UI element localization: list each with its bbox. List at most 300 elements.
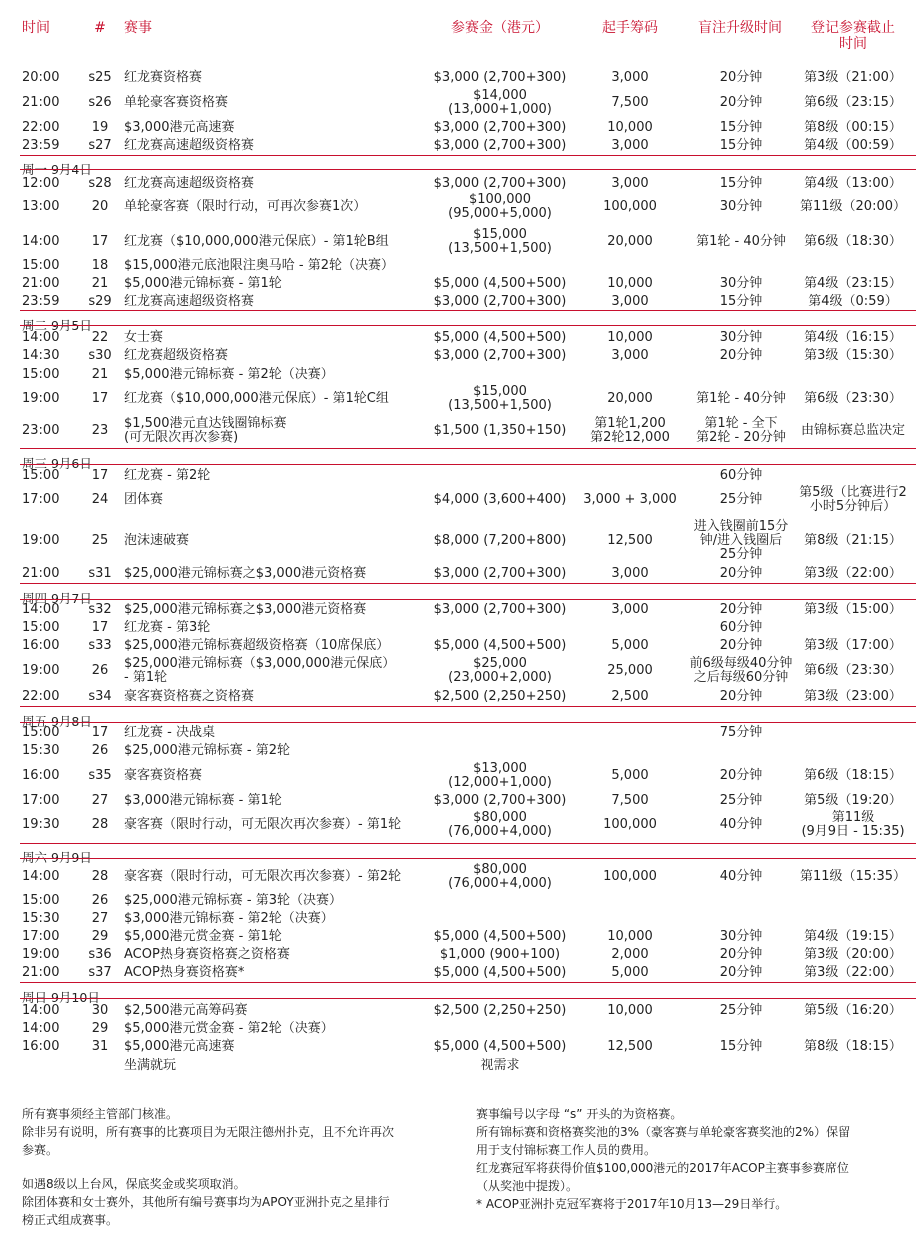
- time-cell: [22, 966, 62, 980]
- late-reg-cell: [790, 121, 916, 135]
- number-cell: [82, 930, 118, 944]
- number-cell: [82, 966, 118, 980]
- buyin-cell-line: $5,000 (4,500+500): [433, 638, 567, 653]
- late-reg-cell-line: 第11级（15:35）: [799, 869, 906, 884]
- levels-cell: [680, 200, 802, 214]
- number-cell-line: s25: [88, 70, 112, 85]
- stack-cell: [575, 794, 685, 808]
- time-cell: [22, 1040, 62, 1054]
- event-cell-line: 红龙赛 - 决战桌: [124, 725, 215, 740]
- levels-cell-line: 30分钟: [719, 929, 763, 944]
- section-divider: [20, 843, 916, 844]
- buyin-cell: [425, 794, 575, 808]
- number-cell-line: s29: [88, 294, 112, 309]
- buyin-cell-line: (76,000+4,000): [448, 824, 552, 839]
- number-cell: [82, 1022, 118, 1036]
- time-cell-line: 15:00: [22, 468, 60, 483]
- stack-cell: [575, 664, 685, 678]
- section-divider: [20, 858, 916, 859]
- event-cell-line: 红龙赛（$10,000,000港元保底）- 第1轮C组: [124, 391, 389, 406]
- number-cell-line: 17: [91, 725, 109, 740]
- levels-cell-line: 75分钟: [719, 725, 763, 740]
- time-cell-line: 15:00: [22, 258, 60, 273]
- buyin-cell: [425, 966, 575, 980]
- time-cell: [22, 259, 62, 273]
- event-cell: [124, 948, 424, 962]
- late-reg-cell: [790, 567, 916, 581]
- time-cell: [22, 71, 62, 85]
- time-cell: [22, 567, 62, 581]
- late-reg-cell: [790, 139, 916, 153]
- time-cell: [22, 621, 62, 635]
- event-cell: [124, 912, 424, 926]
- stack-cell: [575, 769, 685, 783]
- levels-cell: [680, 794, 802, 808]
- late-reg-cell: [790, 486, 916, 514]
- event-cell-line: 豪客赛资格赛: [124, 768, 203, 783]
- time-cell: [22, 139, 62, 153]
- section-divider: [20, 583, 916, 584]
- event-cell: [124, 966, 424, 980]
- number-cell-line: s28: [88, 176, 112, 191]
- time-cell: [22, 870, 62, 884]
- late-reg-cell: [790, 603, 916, 617]
- stack-cell-line: 2,500: [611, 689, 649, 704]
- time-cell-line: 16:00: [22, 768, 60, 783]
- time-cell-line: 13:00: [22, 199, 60, 214]
- buyin-cell: [425, 349, 575, 363]
- buyin-cell: [425, 177, 575, 191]
- number-cell: [82, 392, 118, 406]
- levels-cell-line: 20分钟: [719, 638, 763, 653]
- late-reg-cell-line: 第4级（16:15）: [804, 330, 902, 345]
- stack-cell-line: 3,000: [611, 294, 649, 309]
- late-reg-cell-line: 第3级（17:00）: [804, 638, 902, 653]
- buyin-cell-line: $15,000: [473, 227, 527, 242]
- late-reg-cell-line: 第6级（23:15）: [804, 95, 902, 110]
- buyin-cell-line: $3,000 (2,700+300): [433, 138, 567, 153]
- number-cell: [82, 96, 118, 110]
- late-reg-cell-line: 由锦标赛总监决定: [800, 423, 905, 438]
- time-cell: [22, 1022, 62, 1036]
- number-cell-line: 22: [91, 330, 109, 345]
- note-line: 参赛。: [22, 1143, 59, 1157]
- time-cell-line: 15:00: [22, 893, 60, 908]
- late-reg-cell: [790, 769, 916, 783]
- time-cell: [22, 277, 62, 291]
- late-reg-cell-line: 第3级（22:00）: [804, 566, 902, 581]
- buyin-cell-line: $1,500 (1,350+150): [433, 423, 567, 438]
- levels-cell: [680, 639, 802, 653]
- buyin-cell-line: $100,000: [468, 192, 532, 207]
- event-cell: [124, 894, 424, 908]
- section-divider: [20, 982, 916, 983]
- event-cell-line: 坐满就玩: [124, 1058, 177, 1073]
- late-reg-cell: [790, 277, 916, 291]
- late-reg-cell-line: 第5级（比赛进行2: [799, 485, 907, 500]
- levels-cell-line: 15分钟: [719, 294, 763, 309]
- event-cell: [124, 818, 424, 832]
- time-cell-line: 14:00: [22, 602, 60, 617]
- late-reg-cell-line: 第6级（18:15）: [804, 768, 902, 783]
- number-cell-line: 29: [91, 929, 109, 944]
- event-cell-line: 女士赛: [124, 330, 164, 345]
- levels-cell-line: 进入钱圈前15分: [693, 519, 789, 534]
- number-cell: [82, 894, 118, 908]
- header-late-reg-line1: 登记参赛截止: [811, 20, 895, 36]
- number-cell: [82, 1004, 118, 1018]
- event-cell-line: $25,000港元锦标赛之$3,000港元资格赛: [124, 566, 367, 581]
- event-cell-line: 红龙赛高速超级资格赛: [124, 176, 255, 191]
- buyin-cell-line: $3,000 (2,700+300): [433, 793, 567, 808]
- number-cell-line: 28: [91, 869, 109, 884]
- event-cell: [124, 726, 424, 740]
- late-reg-cell: [790, 1004, 916, 1018]
- stack-cell: [575, 200, 685, 214]
- event-cell: [124, 657, 424, 685]
- number-cell: [82, 690, 118, 704]
- event-cell-line: 红龙赛 - 第3轮: [124, 620, 211, 635]
- event-cell: [124, 639, 424, 653]
- time-cell: [22, 534, 62, 548]
- levels-cell: [680, 493, 802, 507]
- levels-cell: [680, 657, 802, 685]
- event-cell: [124, 96, 424, 110]
- late-reg-cell-line: 第6级（23:30）: [804, 391, 902, 406]
- stack-cell-line: 100,000: [603, 869, 657, 884]
- stack-cell-line: 25,000: [607, 663, 653, 678]
- stack-cell: [575, 1040, 685, 1054]
- stack-cell-line: 10,000: [607, 929, 653, 944]
- stack-cell: [575, 1004, 685, 1018]
- late-reg-cell-line: 第3级（23:00）: [804, 689, 902, 704]
- time-cell-line: 16:00: [22, 1039, 60, 1054]
- number-cell: [82, 424, 118, 438]
- event-cell: [124, 469, 424, 483]
- event-cell-line: 单轮豪客赛资格赛: [124, 95, 229, 110]
- stack-cell-line: 10,000: [607, 1003, 653, 1018]
- late-reg-cell-line: 第4级（19:15）: [804, 929, 902, 944]
- event-cell-line: $5,000港元赏金赛 - 第1轮: [124, 929, 282, 944]
- event-cell-line: 红龙赛（$10,000,000港元保底）- 第1轮B组: [124, 234, 389, 249]
- event-cell: [124, 368, 424, 382]
- number-cell-line: s36: [88, 947, 112, 962]
- buyin-cell-line: $5,000 (4,500+500): [433, 330, 567, 345]
- time-cell-line: 14:00: [22, 869, 60, 884]
- late-reg-cell-line: (9月9日 - 15:35): [801, 824, 905, 839]
- stack-cell: [575, 235, 685, 249]
- late-reg-cell: [790, 948, 916, 962]
- event-cell: [124, 71, 424, 85]
- event-cell-line: 豪客赛（限时行动，可无限次再次参赛）- 第1轮: [124, 817, 402, 832]
- time-cell: [22, 200, 62, 214]
- late-reg-cell: [790, 392, 916, 406]
- event-cell: [124, 417, 424, 445]
- day-label: 周二 9月5日: [22, 318, 92, 333]
- levels-cell-line: 25分钟: [719, 793, 763, 808]
- time-cell-line: 14:00: [22, 330, 60, 345]
- levels-cell-line: 30分钟: [719, 330, 763, 345]
- levels-cell-line: 15分钟: [719, 1039, 763, 1054]
- event-cell: [124, 1059, 424, 1073]
- time-cell: [22, 368, 62, 382]
- stack-cell: [575, 417, 685, 445]
- stack-cell-line: 3,000: [611, 70, 649, 85]
- buyin-cell-line: $5,000 (4,500+500): [433, 1039, 567, 1054]
- number-cell: [82, 567, 118, 581]
- number-cell: [82, 493, 118, 507]
- event-cell-line: $1,500港元直达钱圈锦标赛: [124, 416, 287, 431]
- late-reg-cell: [790, 424, 916, 438]
- levels-cell-line: 40分钟: [719, 817, 763, 832]
- time-cell: [22, 639, 62, 653]
- header-buyin: 参赛金（港元）: [451, 20, 549, 36]
- event-cell: [124, 493, 424, 507]
- number-cell-line: s26: [88, 95, 112, 110]
- stack-cell-line: 2,000: [611, 947, 649, 962]
- stack-cell-line: 3,000 + 3,000: [583, 492, 677, 507]
- number-cell-line: 18: [91, 258, 109, 273]
- buyin-cell: [425, 811, 575, 839]
- late-reg-cell: [790, 794, 916, 808]
- event-cell-line: $25,000港元锦标赛 - 第2轮: [124, 743, 290, 758]
- event-cell: [124, 1040, 424, 1054]
- note-line: 榜正式组成赛事。: [22, 1213, 119, 1227]
- time-cell-line: 23:00: [22, 423, 60, 438]
- event-cell-line: $5,000港元赏金赛 - 第2轮（决赛）: [124, 1021, 334, 1036]
- number-cell: [82, 639, 118, 653]
- late-reg-cell-line: 第3级（22:00）: [804, 965, 902, 980]
- stack-cell: [575, 349, 685, 363]
- time-cell-line: 14:00: [22, 234, 60, 249]
- buyin-cell: [425, 1004, 575, 1018]
- late-reg-cell-line: 第8级（18:15）: [804, 1039, 902, 1054]
- note-line: * ACOP亚洲扑克冠军赛将于2017年10月13—29日举行。: [476, 1197, 788, 1211]
- time-cell: [22, 894, 62, 908]
- levels-cell-line: 15分钟: [719, 120, 763, 135]
- number-cell: [82, 664, 118, 678]
- number-cell: [82, 744, 118, 758]
- section-divider: [20, 599, 916, 600]
- number-cell: [82, 769, 118, 783]
- event-cell-line: 豪客赛资格赛之资格赛: [124, 689, 255, 704]
- number-cell-line: 26: [91, 743, 109, 758]
- late-reg-cell-line: 第4级（0:59）: [808, 294, 898, 309]
- buyin-cell: [425, 139, 575, 153]
- time-cell-line: 16:00: [22, 638, 60, 653]
- buyin-cell: [425, 690, 575, 704]
- number-cell: [82, 794, 118, 808]
- late-reg-cell-line: 第6级（18:30）: [804, 234, 902, 249]
- levels-cell-line: 前6级每级40分钟: [689, 656, 793, 671]
- time-cell: [22, 769, 62, 783]
- stack-cell: [575, 966, 685, 980]
- time-cell-line: 23:59: [22, 294, 60, 309]
- time-cell-line: 15:30: [22, 743, 60, 758]
- late-reg-cell: [790, 930, 916, 944]
- time-cell: [22, 912, 62, 926]
- number-cell: [82, 1040, 118, 1054]
- event-cell-line: $25,000港元锦标赛 - 第3轮（决赛）: [124, 893, 342, 908]
- levels-cell: [680, 417, 802, 445]
- note-line: 如遇8级以上台风，保底奖金或奖项取消。: [22, 1177, 246, 1191]
- time-cell: [22, 295, 62, 309]
- event-cell-line: 团体赛: [124, 492, 164, 507]
- header-time: 时间: [22, 20, 50, 36]
- levels-cell-line: 第1轮 - 全下: [704, 416, 778, 431]
- levels-cell-line: 30分钟: [719, 199, 763, 214]
- buyin-cell-line: $3,000 (2,700+300): [433, 120, 567, 135]
- buyin-cell-line: $3,000 (2,700+300): [433, 70, 567, 85]
- number-cell-line: 23: [91, 423, 109, 438]
- time-cell: [22, 121, 62, 135]
- buyin-cell: [425, 193, 575, 221]
- event-cell: [124, 139, 424, 153]
- late-reg-cell: [790, 200, 916, 214]
- time-cell: [22, 930, 62, 944]
- event-cell-line: 红龙赛超级资格赛: [124, 348, 229, 363]
- number-cell-line: 25: [91, 533, 109, 548]
- number-cell-line: 21: [91, 276, 109, 291]
- time-cell-line: 15:00: [22, 725, 60, 740]
- time-cell-line: 15:30: [22, 911, 60, 926]
- stack-cell-line: 3,000: [611, 138, 649, 153]
- levels-cell-line: 20分钟: [719, 602, 763, 617]
- note-line: 所有赛事须经主管部门核准。: [22, 1107, 179, 1121]
- number-cell: [82, 139, 118, 153]
- late-reg-cell-line: 第3级（21:00）: [804, 70, 902, 85]
- buyin-cell: [425, 534, 575, 548]
- levels-cell: [680, 121, 802, 135]
- event-cell-line: $5,000港元锦标赛 - 第2轮（决赛）: [124, 367, 334, 382]
- levels-cell-line: 第1轮 - 40分钟: [696, 391, 786, 406]
- stack-cell-line: 5,000: [611, 768, 649, 783]
- buyin-cell: [425, 385, 575, 413]
- note-line: 除团体赛和女士赛外，其他所有编号赛事均为APOY亚洲扑克之星排行: [22, 1195, 390, 1209]
- day-label: 周四 9月7日: [22, 591, 92, 606]
- buyin-cell: [425, 121, 575, 135]
- stack-cell-line: 10,000: [607, 276, 653, 291]
- levels-cell-line: 20分钟: [719, 348, 763, 363]
- levels-cell: [680, 948, 802, 962]
- event-cell-line: 红龙赛高速超级资格赛: [124, 138, 255, 153]
- time-cell: [22, 794, 62, 808]
- stack-cell: [575, 331, 685, 345]
- event-cell-line: 红龙赛 - 第2轮: [124, 468, 211, 483]
- section-divider: [20, 998, 916, 999]
- late-reg-cell: [790, 349, 916, 363]
- number-cell: [82, 235, 118, 249]
- buyin-cell-line: $1,000 (900+100): [439, 947, 561, 962]
- buyin-cell-line: $5,000 (4,500+500): [433, 929, 567, 944]
- section-divider: [20, 325, 916, 326]
- buyin-cell-line: $15,000: [473, 384, 527, 399]
- time-cell-line: 14:30: [22, 348, 60, 363]
- time-cell: [22, 818, 62, 832]
- stack-cell-line: 10,000: [607, 120, 653, 135]
- buyin-cell-line: (76,000+4,000): [448, 876, 552, 891]
- time-cell-line: 14:00: [22, 1003, 60, 1018]
- buyin-cell: [425, 639, 575, 653]
- stack-cell-line: 100,000: [603, 199, 657, 214]
- event-cell-line: 红龙赛资格赛: [124, 70, 203, 85]
- levels-cell: [680, 71, 802, 85]
- stack-cell: [575, 392, 685, 406]
- number-cell: [82, 177, 118, 191]
- levels-cell-line: 钟/进入钱圈后: [699, 533, 783, 548]
- event-cell: [124, 603, 424, 617]
- levels-cell: [680, 621, 802, 635]
- number-cell-line: 29: [91, 1021, 109, 1036]
- buyin-cell-line: (23,000+2,000): [448, 670, 552, 685]
- event-cell-line: 泡沫速破赛: [124, 533, 190, 548]
- late-reg-cell-line: 第3级（15:30）: [804, 348, 902, 363]
- buyin-cell-line: $5,000 (4,500+500): [433, 276, 567, 291]
- event-cell-line: $5,000港元锦标赛 - 第1轮: [124, 276, 282, 291]
- event-cell-line: 豪客赛（限时行动，可无限次再次参赛）- 第2轮: [124, 869, 402, 884]
- section-divider: [20, 706, 916, 707]
- number-cell-line: s32: [88, 602, 112, 617]
- buyin-cell: [425, 1040, 575, 1054]
- buyin-cell-line: 视需求: [480, 1058, 520, 1073]
- day-label: 周一 9月4日: [22, 162, 92, 177]
- buyin-cell-line: $2,500 (2,250+250): [433, 689, 567, 704]
- stack-cell-line: 3,000: [611, 176, 649, 191]
- levels-cell: [680, 277, 802, 291]
- buyin-cell: [425, 1059, 575, 1073]
- stack-cell-line: 第2轮12,000: [590, 430, 670, 445]
- levels-cell: [680, 295, 802, 309]
- time-cell: [22, 1004, 62, 1018]
- stack-cell: [575, 493, 685, 507]
- event-cell: [124, 621, 424, 635]
- number-cell-line: 31: [91, 1039, 109, 1054]
- section-divider: [20, 155, 916, 156]
- time-cell: [22, 744, 62, 758]
- note-line: 用于支付锦标赛工作人员的费用。: [476, 1143, 657, 1157]
- levels-cell: [680, 690, 802, 704]
- number-cell-line: s34: [88, 689, 112, 704]
- late-reg-cell: [790, 177, 916, 191]
- time-cell: [22, 235, 62, 249]
- section-divider: [20, 169, 916, 170]
- buyin-cell: [425, 863, 575, 891]
- note-line: （从奖池中提拨）。: [476, 1179, 579, 1193]
- levels-cell: [680, 726, 802, 740]
- day-label: 周日 9月10日: [22, 990, 100, 1005]
- levels-cell-line: 25分钟: [719, 492, 763, 507]
- buyin-cell: [425, 71, 575, 85]
- buyin-cell-line: $8,000 (7,200+800): [433, 533, 567, 548]
- late-reg-cell-line: 第5级（19:20）: [804, 793, 902, 808]
- number-cell-line: 21: [91, 367, 109, 382]
- number-cell-line: 17: [91, 234, 109, 249]
- levels-cell: [680, 1004, 802, 1018]
- event-cell-line: ACOP热身赛资格赛之资格赛: [124, 947, 290, 962]
- number-cell-line: 17: [91, 391, 109, 406]
- header-stack: 起手筹码: [602, 20, 658, 36]
- note-line: 赛事编号以字母 “s” 开头的为资格赛。: [476, 1107, 683, 1121]
- late-reg-cell-line: 第3级（20:00）: [804, 947, 902, 962]
- stack-cell: [575, 818, 685, 832]
- event-cell: [124, 295, 424, 309]
- number-cell: [82, 948, 118, 962]
- event-cell-line: $3,000港元锦标赛 - 第2轮（决赛）: [124, 911, 334, 926]
- levels-cell-line: 25分钟: [719, 547, 763, 562]
- stack-cell-line: 7,500: [611, 95, 649, 110]
- buyin-cell-line: $2,500 (2,250+250): [433, 1003, 567, 1018]
- buyin-cell-line: $80,000: [473, 810, 527, 825]
